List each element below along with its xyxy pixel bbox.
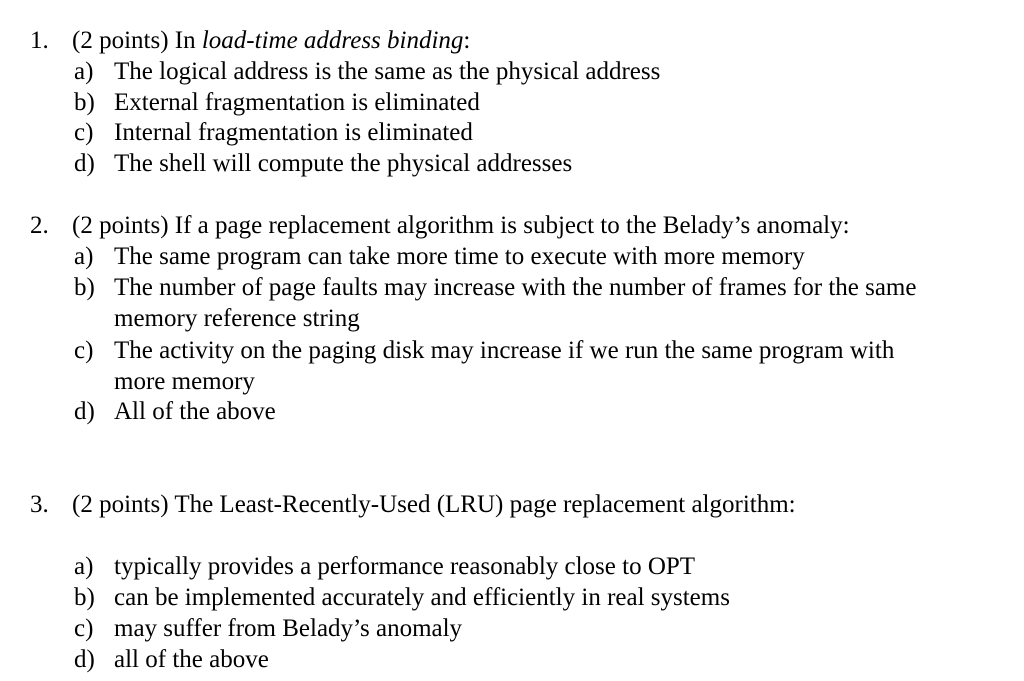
option-letter: c) [74, 615, 94, 642]
option-letter: b) [74, 274, 95, 301]
option-text: The logical address is the same as the physical address [114, 58, 661, 85]
option-letter: c) [74, 337, 94, 364]
option-letter: d) [74, 398, 95, 425]
option-letter: b) [74, 584, 95, 611]
question-text [72, 25, 470, 56]
option-text: can be implemented accurately and efficiently in real systems [114, 584, 730, 611]
question-number: 2. [30, 212, 49, 239]
option-text: External fragmentation is eliminated [114, 89, 480, 116]
option-letter: a) [74, 553, 94, 580]
option-text: The shell will compute the physical addresses [114, 150, 573, 177]
question-text: (2 points) The Least-Recently-Used (LRU) page replacement algorithm: [72, 491, 796, 518]
option-text: The number of page faults may increase with the number of frames for the same [114, 274, 917, 301]
option-text: The activity on the paging disk may increase if we run the same program with [114, 337, 895, 364]
option-text: all of the above [114, 646, 269, 673]
question-prefix: (2 points) In [72, 27, 202, 54]
option-text: typically provides a performance reasonably close to OPT [114, 553, 696, 580]
option-letter: c) [74, 119, 94, 146]
option-letter: b) [74, 89, 95, 116]
option-text-continued: more memory [114, 368, 255, 395]
option-letter: d) [74, 150, 95, 177]
option-text: The same program can take more time to execute with more memory [114, 243, 805, 270]
option-text-continued: memory reference string [114, 305, 360, 332]
option-letter: a) [74, 243, 94, 270]
question-suffix: : [463, 27, 471, 54]
option-text: may suffer from Belady’s anomaly [114, 615, 463, 642]
question-number: 3. [30, 491, 49, 518]
question-italic-term: load-time address binding [201, 27, 464, 54]
option-text: All of the above [114, 398, 276, 425]
option-text: Internal fragmentation is eliminated [114, 119, 473, 146]
question-text: (2 points) If a page replacement algorithm is subject to the Belady’s anomaly: [72, 212, 850, 239]
option-letter: a) [74, 58, 94, 85]
option-letter: d) [74, 646, 95, 673]
question-number: 1. [30, 27, 49, 54]
